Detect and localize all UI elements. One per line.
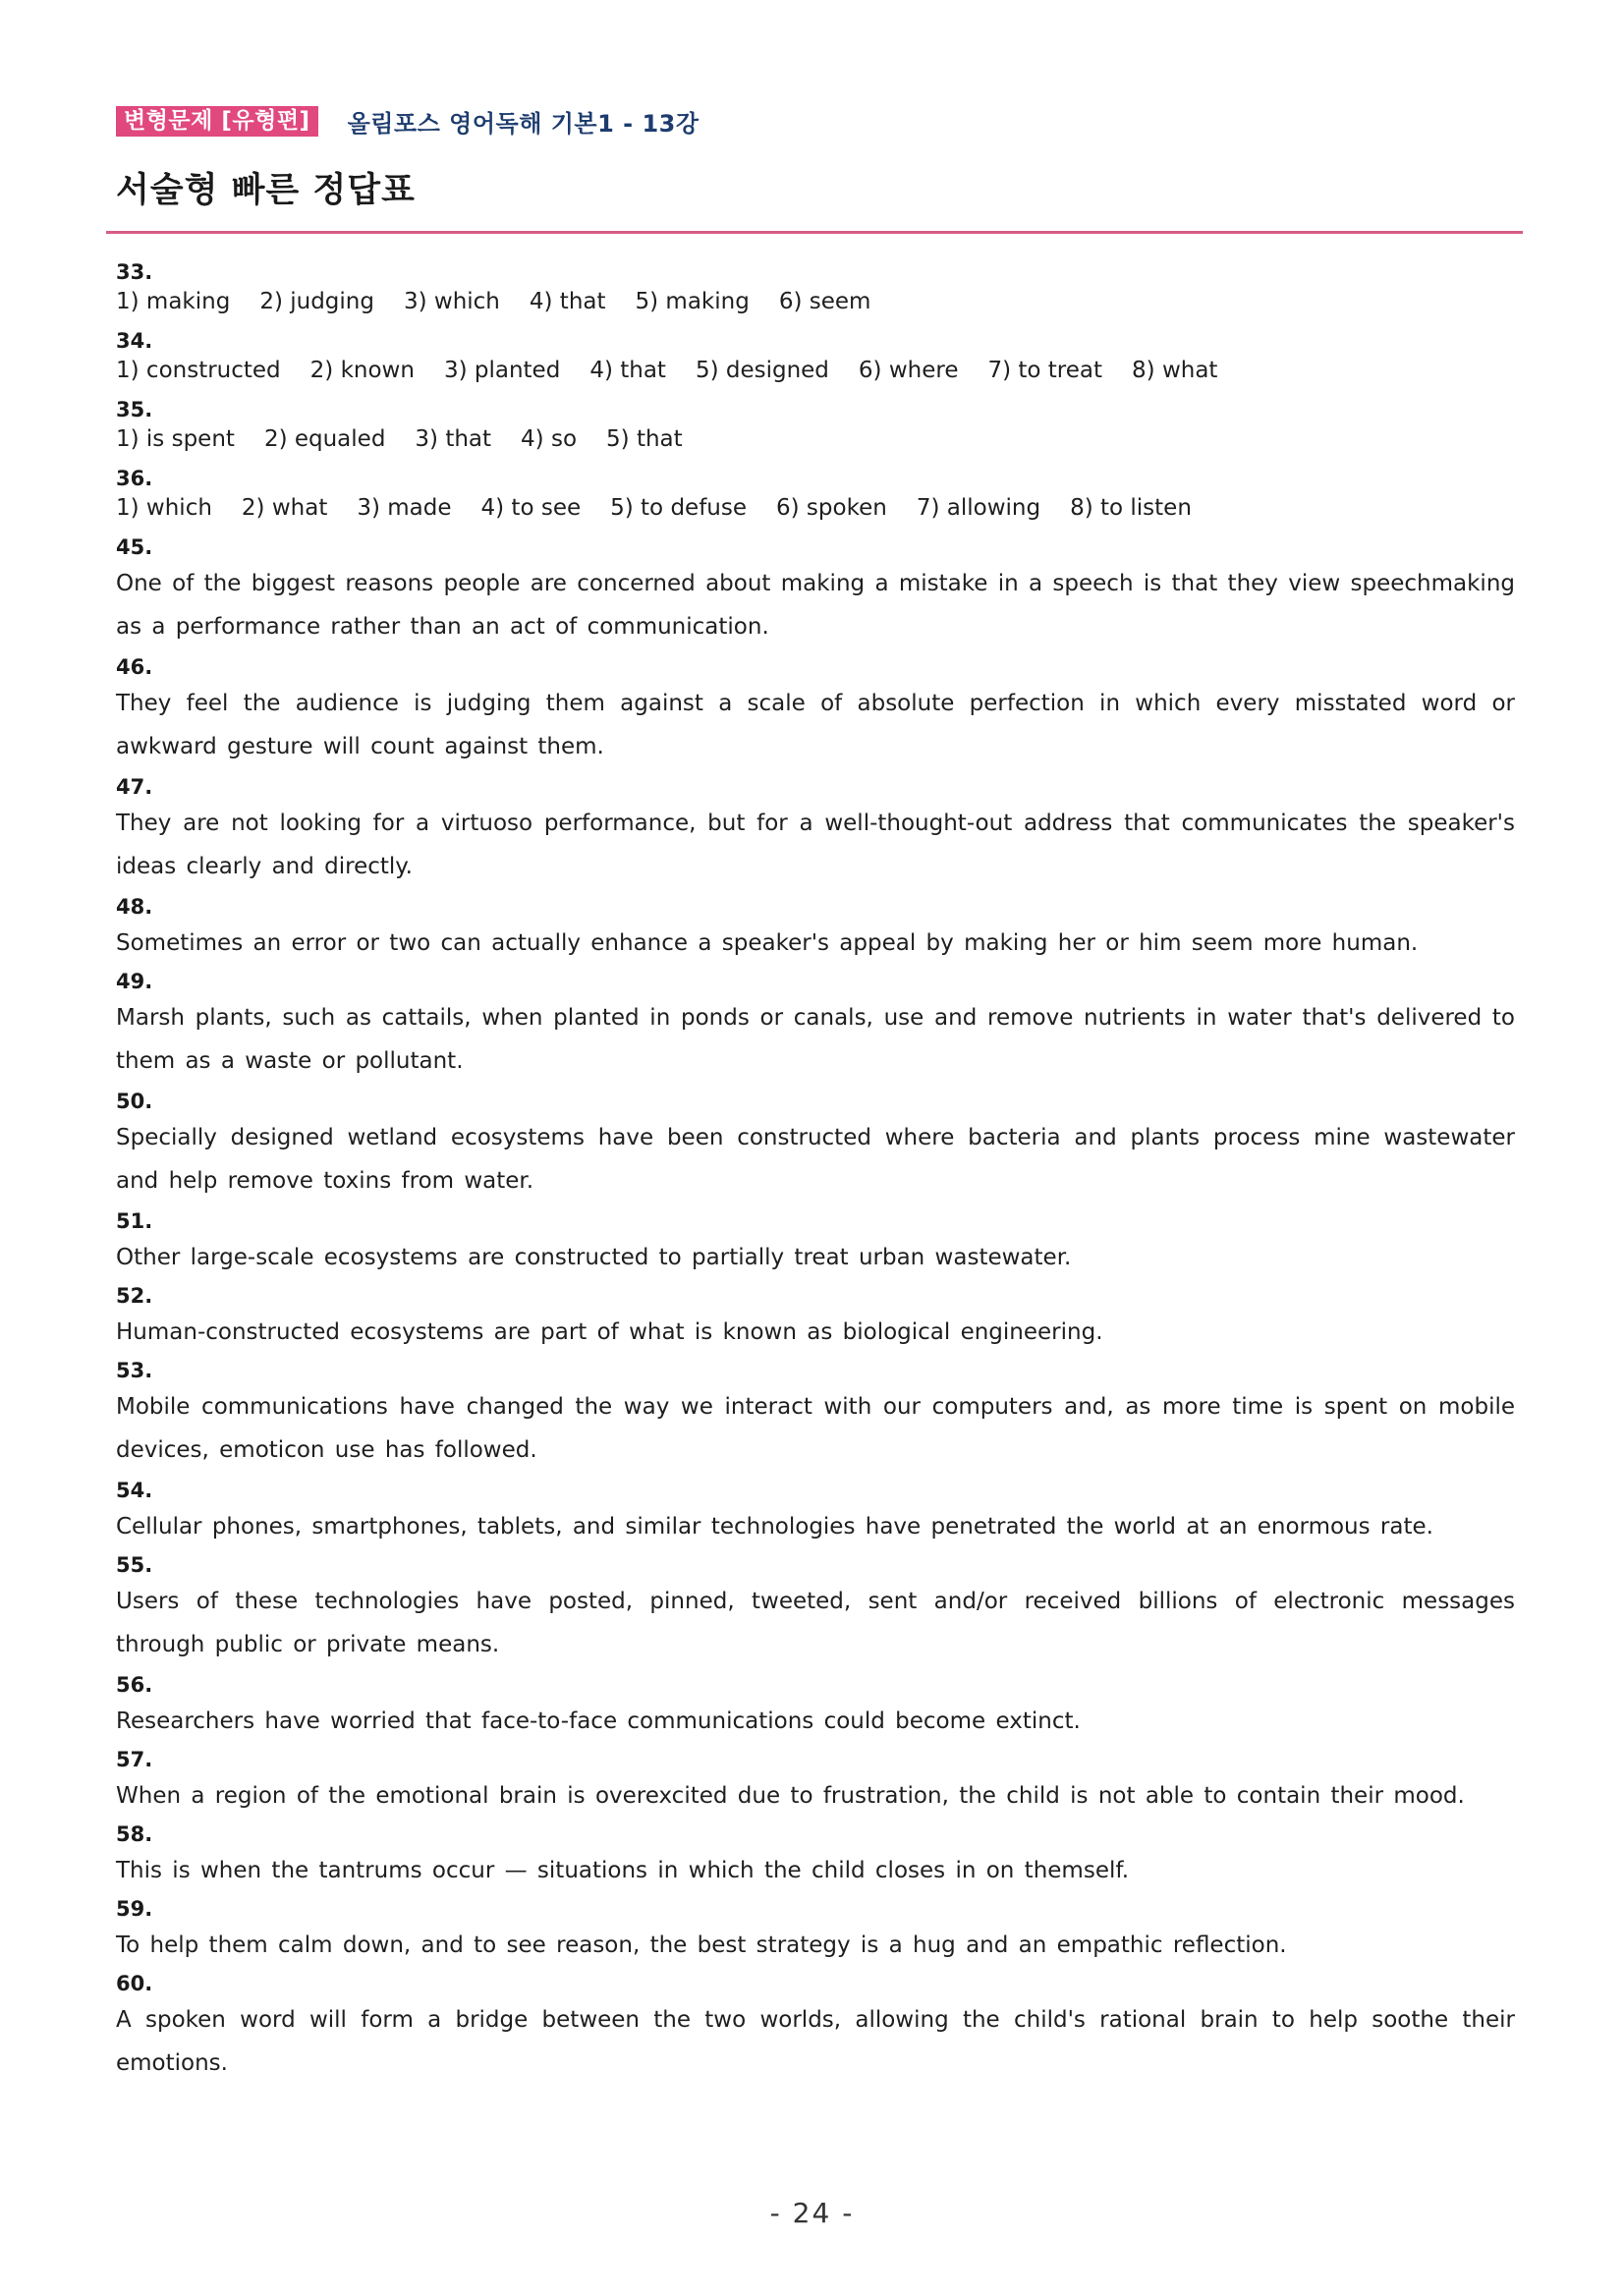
sentence-answer-item <box>116 1969 1515 2089</box>
question-number: 49. <box>116 970 153 993</box>
answer-choice: 1) which <box>116 495 212 521</box>
short-answer-row <box>116 287 1515 326</box>
sentence-answer-item <box>116 1670 1515 1745</box>
answer-sentence: One of the biggest reasons people are concerned about making a mistake in a speech is that they view speechmaking as a performance rather than an act of communication. <box>116 571 1515 640</box>
answer-sentence: Human-constructed ecosystems are part of what is known as biological engineering. <box>116 1319 1103 1345</box>
header-divider <box>106 231 1523 234</box>
sentence-answer-item <box>116 892 1515 967</box>
question-number: 35. <box>116 398 153 421</box>
answer-sentence: They feel the audience is judging them against a scale of absolute perfection in which every misstated word or awkward gesture will count against them. <box>116 691 1515 759</box>
question-number: 47. <box>116 775 153 799</box>
sentence-answer-item <box>116 652 1515 772</box>
question-number: 46. <box>116 655 153 679</box>
question-number: 34. <box>116 329 153 353</box>
answer-sentence: They are not looking for a virtuoso performance, but for a well-thought-out address that communicates the speaker's ideas clearly and directly. <box>116 811 1515 879</box>
answer-choice: 3) made <box>357 495 452 521</box>
question-number: 36. <box>116 467 153 490</box>
question-number: 50. <box>116 1090 153 1113</box>
answer-choice: 6) spoken <box>776 495 887 521</box>
answer-sentence: Marsh plants, such as cattails, when planted in ponds or canals, use and remove nutrients in water that's delivered to them as a waste or pollutant. <box>116 1005 1515 1074</box>
answer-choice: 8) what <box>1132 358 1218 383</box>
sentence-answer-item <box>116 1476 1515 1550</box>
answer-choice: 4) that <box>529 289 606 314</box>
short-answer-row <box>116 493 1515 532</box>
answer-sentence: To help them calm down, and to see reason, the best strategy is a hug and an empathic reflection. <box>116 1932 1287 1958</box>
answer-choice: 3) that <box>415 426 492 452</box>
answer-sentence: When a region of the emotional brain is overexcited due to frustration, the child is not able to contain their mood. <box>116 1783 1465 1809</box>
answer-choice: 5) making <box>635 289 750 314</box>
short-answer-item <box>116 395 1515 464</box>
question-number: 48. <box>116 895 153 919</box>
sentence-answer-item <box>116 772 1515 892</box>
answer-sentence: Sometimes an error or two can actually enhance a speaker's appeal by making her or him seem more human. <box>116 930 1419 956</box>
answer-choice: 3) which <box>403 289 500 314</box>
sentence-answer-item <box>116 1087 1515 1206</box>
answer-sentence: Other large-scale ecosystems are constructed to partially treat urban wastewater. <box>116 1245 1072 1270</box>
short-answer-item <box>116 326 1515 395</box>
sentence-answer-item <box>116 1281 1515 1356</box>
page-number: - 24 - <box>769 2197 855 2229</box>
sentence-answer-item <box>116 967 1515 1087</box>
sentence-answer-item <box>116 1206 1515 1281</box>
question-number: 60. <box>116 1972 153 1995</box>
sentence-answer-item <box>116 1550 1515 1670</box>
sentence-answer-item <box>116 1745 1515 1820</box>
answer-sentence: Users of these technologies have posted, pinned, tweeted, sent and/or received billions of electronic messages through public or private means. <box>116 1589 1515 1657</box>
answer-sentence: This is when the tantrums occur — situations in which the child closes in on themself. <box>116 1858 1130 1883</box>
answer-choice: 4) that <box>589 358 666 383</box>
question-number: 59. <box>116 1897 153 1921</box>
answer-choice: 2) what <box>241 495 328 521</box>
question-number: 54. <box>116 1479 153 1502</box>
series-title: 올림포스 영어독해 기본1 - 13강 <box>347 110 700 138</box>
question-number: 33. <box>116 260 153 284</box>
sentence-answer-item <box>116 1820 1515 1894</box>
answer-choice: 5) designed <box>695 358 829 383</box>
short-answer-row <box>116 356 1515 395</box>
answer-sentence: Cellular phones, smartphones, tablets, and similar technologies have penetrated the world at an enormous rate. <box>116 1514 1433 1540</box>
question-number: 57. <box>116 1748 153 1771</box>
short-answer-row <box>116 424 1515 464</box>
answer-choice: 7) allowing <box>916 495 1041 521</box>
sentence-answer-item <box>116 1356 1515 1476</box>
question-number: 53. <box>116 1359 153 1382</box>
short-answer-item <box>116 464 1515 532</box>
question-number: 51. <box>116 1209 153 1233</box>
page-header <box>116 104 700 139</box>
answer-sentence: Researchers have worried that face-to-face communications could become extinct. <box>116 1708 1081 1734</box>
answer-sentence: A spoken word will form a bridge between the two worlds, allowing the child's rational brain to help soothe their emotions. <box>116 2007 1515 2076</box>
answer-choice: 1) constructed <box>116 358 281 383</box>
answer-choice: 4) so <box>521 426 578 452</box>
answer-choice: 1) is spent <box>116 426 235 452</box>
category-tag: 변형문제 [유형편] <box>116 106 318 137</box>
answer-sentence: Mobile communications have changed the way we interact with our computers and, as more time is spent on mobile devices, emoticon use has followed. <box>116 1394 1515 1463</box>
answer-choice: 2) judging <box>259 289 374 314</box>
sentence-answer-item <box>116 532 1515 652</box>
page-title: 서술형 빠른 정답표 <box>116 171 416 210</box>
question-number: 55. <box>116 1553 153 1577</box>
question-number: 45. <box>116 535 153 559</box>
answer-choice: 4) to see <box>480 495 582 521</box>
answer-list <box>116 257 1515 2089</box>
question-number: 52. <box>116 1284 153 1308</box>
answer-choice: 2) known <box>309 358 415 383</box>
answer-choice: 6) where <box>858 358 959 383</box>
question-number: 56. <box>116 1673 153 1697</box>
answer-choice: 8) to listen <box>1070 495 1192 521</box>
answer-sentence: Specially designed wetland ecosystems have been constructed where bacteria and plants process mine wastewater and help remove toxins from water. <box>116 1125 1515 1194</box>
question-number: 58. <box>116 1822 153 1846</box>
sentence-answer-item <box>116 1894 1515 1969</box>
short-answer-item <box>116 257 1515 326</box>
answer-choice: 3) planted <box>443 358 561 383</box>
answer-choice: 5) to defuse <box>610 495 748 521</box>
answer-choice: 2) equaled <box>263 426 386 452</box>
answer-choice: 1) making <box>116 289 231 314</box>
answer-choice: 7) to treat <box>987 358 1103 383</box>
answer-choice: 5) that <box>606 426 683 452</box>
answer-choice: 6) seem <box>778 289 871 314</box>
